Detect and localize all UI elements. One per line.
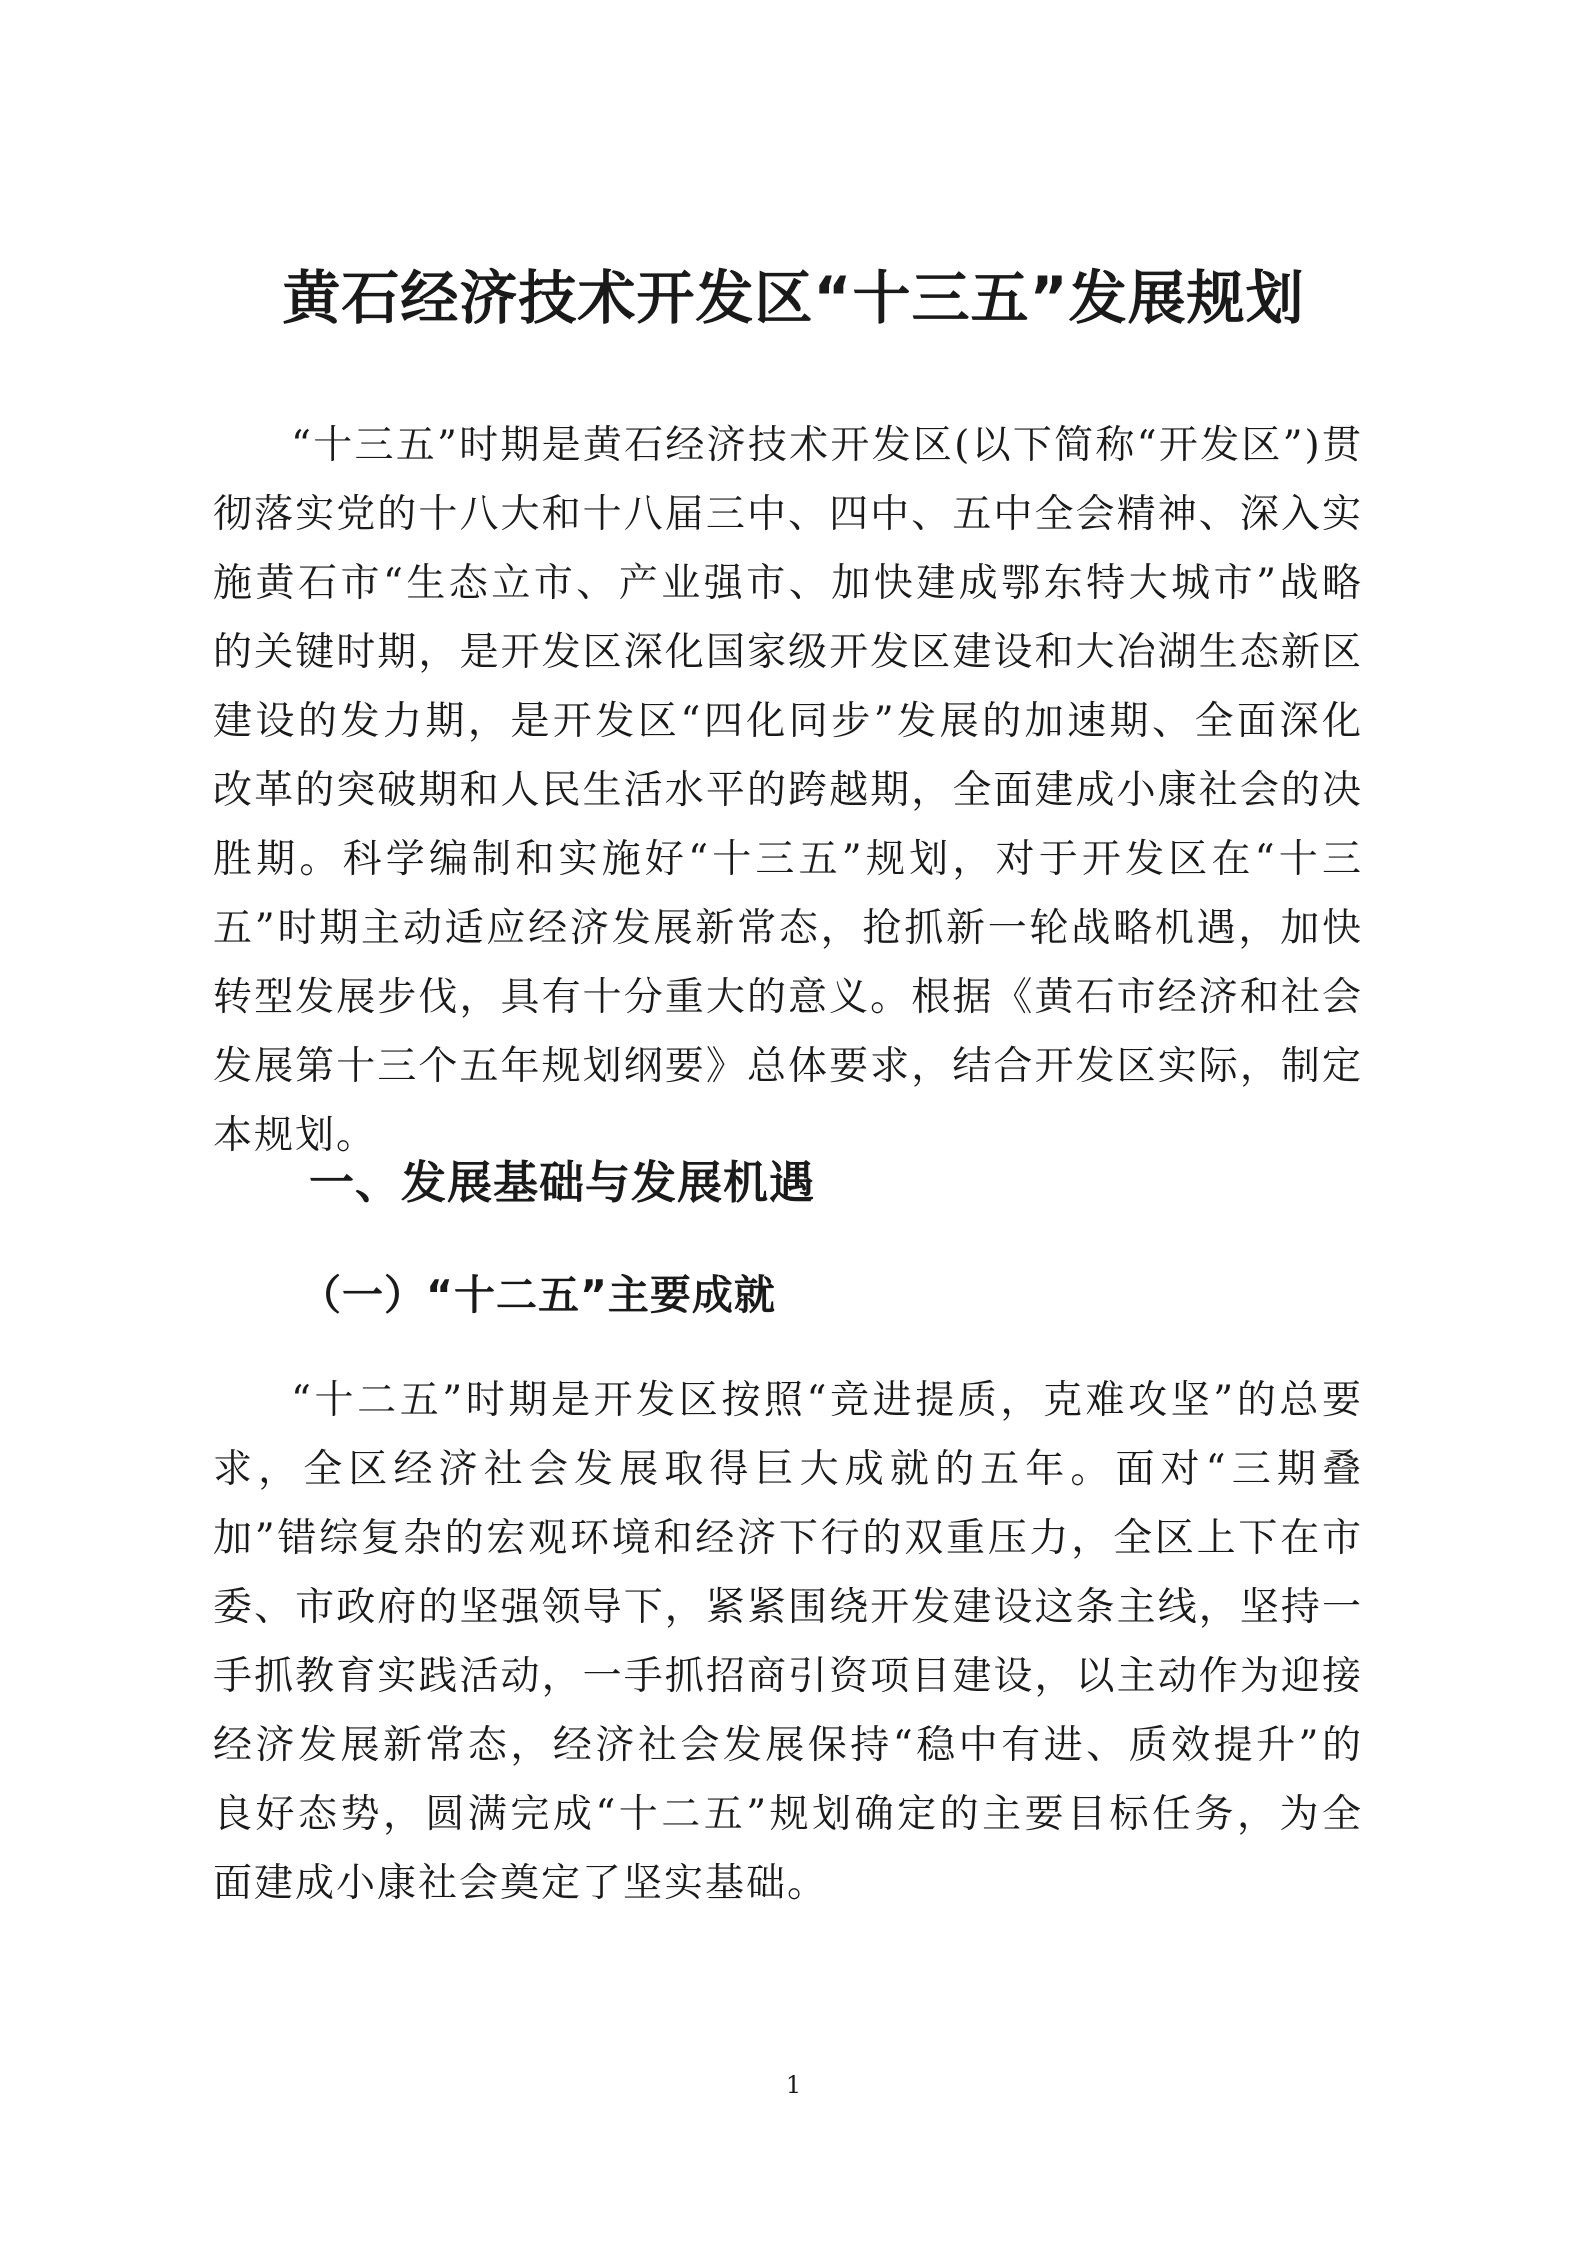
subsection-paragraph: “十二五”时期是开发区按照“竞进提质，克难攻坚”的总要求，全区经济社会发展取得巨大成就的五年。面对“三期叠加”错综复杂的宏观环境和经济下行的双重压力，全区上下在市委、市政府的坚强领导下，紧紧围绕开发建设这条主线，坚持一手抓教育实践活动，一手抓招商引资项目建设，以主动作为迎接经济发展新常态，经济社会发展保持“稳中有进、质效提升”的良好态势，圆满完成“十二五”规划确定的主要目标任务，为全面建成小康社会奠定了坚实基础。	[213, 1378, 1363, 1906]
subsection-heading: （一）“十二五”主要成就	[300, 1271, 776, 1319]
section-heading: 一、发展基础与发展机遇	[309, 1156, 816, 1209]
document-title: 黄石经济技术开发区“十三五”发展规划	[282, 264, 1305, 332]
page-number: 1	[785, 2071, 802, 2099]
intro-paragraph: “十三五”时期是黄石经济技术开发区(以下简称“开发区”)贯彻落实党的十八大和十八届三中、四中、五中全会精神、深入实施黄石市“生态立市、产业强市、加快建成鄂东特大城市”战略的关键时期，是开发区深化国家级开发区建设和大冶湖生态新区建设的发力期，是开发区“四化同步”发展的加速期、全面深化改革的突破期和人民生活水平的跨越期，全面建成小康社会的决胜期。科学编制和实施好“十三五”规划，对于开发区在“十三五”时期主动适应经济发展新常态，抢抓新一轮战略机遇，加快转型发展步伐，具有十分重大的意义。根据《黄石市经济和社会发展第十三个五年规划纲要》总体要求，结合开发区实际，制定本规划。	[213, 423, 1363, 1158]
